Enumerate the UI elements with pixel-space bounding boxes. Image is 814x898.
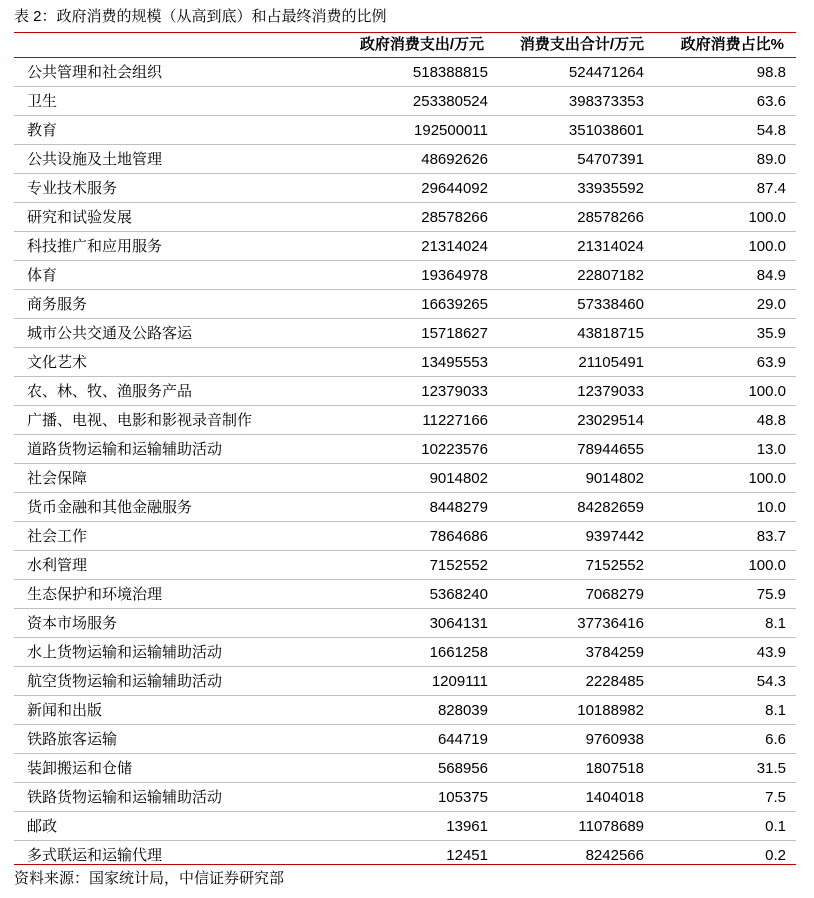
total-consumption-value: 3784259 bbox=[585, 644, 644, 661]
table-row bbox=[14, 754, 796, 783]
gov-consumption-value: 28578266 bbox=[421, 209, 488, 226]
gov-share-value: 98.8 bbox=[756, 64, 786, 81]
gov-consumption-value: 828039 bbox=[437, 702, 488, 719]
table-row bbox=[14, 609, 796, 638]
total-consumption-value: 78944655 bbox=[577, 441, 644, 458]
gov-consumption-value: 19364978 bbox=[421, 267, 488, 284]
total-consumption-value: 22807182 bbox=[577, 267, 644, 284]
table-row bbox=[14, 145, 796, 174]
table-row bbox=[14, 174, 796, 203]
table-row bbox=[14, 319, 796, 348]
gov-share-value: 43.9 bbox=[756, 644, 786, 661]
table-row bbox=[14, 638, 796, 667]
gov-consumption-value: 192500011 bbox=[414, 122, 488, 139]
table-row bbox=[14, 406, 796, 435]
row-name: 研究和试验发展 bbox=[27, 209, 133, 226]
gov-consumption-value: 12379033 bbox=[421, 383, 488, 400]
total-consumption-value: 7068279 bbox=[585, 586, 644, 603]
gov-consumption-value: 29644092 bbox=[421, 180, 488, 197]
table-row bbox=[14, 116, 796, 145]
total-consumption-value: 7152552 bbox=[585, 557, 644, 574]
gov-share-value: 100.0 bbox=[748, 383, 786, 400]
row-name: 公共设施及土地管理 bbox=[27, 151, 163, 168]
table-row bbox=[14, 203, 796, 232]
row-name: 铁路货物运输和运输辅助活动 bbox=[27, 789, 223, 806]
gov-consumption-value: 16639265 bbox=[421, 296, 488, 313]
total-consumption-value: 12379033 bbox=[577, 383, 644, 400]
row-name: 航空货物运输和运输辅助活动 bbox=[27, 673, 223, 690]
gov-share-value: 63.9 bbox=[756, 354, 786, 371]
gov-share-value: 6.6 bbox=[765, 731, 786, 748]
gov-share-value: 0.2 bbox=[765, 847, 786, 864]
gov-share-value: 89.0 bbox=[756, 151, 786, 168]
gov-consumption-value: 48692626 bbox=[421, 151, 488, 168]
table-row bbox=[14, 87, 796, 116]
gov-share-value: 31.5 bbox=[756, 760, 786, 777]
row-name: 科技推广和应用服务 bbox=[27, 238, 163, 255]
gov-consumption-value: 9014802 bbox=[429, 470, 488, 487]
total-consumption-value: 33935592 bbox=[577, 180, 644, 197]
total-consumption-value: 84282659 bbox=[577, 499, 644, 516]
gov-consumption-value: 518388815 bbox=[412, 64, 488, 81]
table-row bbox=[14, 290, 796, 319]
total-consumption-value: 8242566 bbox=[585, 847, 644, 864]
gov-consumption-value: 5368240 bbox=[429, 586, 488, 603]
gov-share-value: 35.9 bbox=[756, 325, 786, 342]
source-note: 资料来源：国家统计局，中信证券研究部 bbox=[14, 870, 285, 887]
total-consumption-value: 524471264 bbox=[568, 64, 644, 81]
gov-share-value: 8.1 bbox=[765, 615, 786, 632]
bottom-rule bbox=[14, 864, 796, 865]
total-consumption-value: 21105491 bbox=[578, 354, 644, 371]
total-consumption-value: 398373353 bbox=[568, 93, 644, 110]
row-name: 新闻和出版 bbox=[27, 702, 103, 719]
gov-share-value: 84.9 bbox=[756, 267, 786, 284]
gov-share-value: 48.8 bbox=[756, 412, 786, 429]
table-title: 表 2：政府消费的规模（从高到底）和占最终消费的比例 bbox=[14, 8, 387, 25]
total-consumption-value: 1404018 bbox=[585, 789, 644, 806]
row-name: 公共管理和社会组织 bbox=[27, 64, 163, 81]
gov-consumption-value: 7864686 bbox=[429, 528, 488, 545]
total-consumption-value: 351038601 bbox=[568, 122, 644, 139]
total-consumption-value: 1807518 bbox=[585, 760, 644, 777]
table-row bbox=[14, 464, 796, 493]
row-name: 生态保护和环境治理 bbox=[27, 586, 163, 603]
total-consumption-value: 21314024 bbox=[577, 238, 644, 255]
gov-share-value: 87.4 bbox=[756, 180, 786, 197]
table-row bbox=[14, 812, 796, 841]
gov-consumption-value: 15718627 bbox=[421, 325, 488, 342]
table-body bbox=[14, 58, 796, 869]
total-consumption-value: 2228485 bbox=[585, 673, 644, 690]
table-row bbox=[14, 58, 796, 87]
row-name: 铁路旅客运输 bbox=[27, 731, 118, 748]
gov-consumption-value: 7152552 bbox=[429, 557, 488, 574]
gov-consumption-value: 1209111 bbox=[431, 673, 488, 690]
gov-consumption-value: 10223576 bbox=[421, 441, 488, 458]
total-consumption-value: 23029514 bbox=[577, 412, 644, 429]
gov-share-value: 100.0 bbox=[748, 557, 786, 574]
gov-consumption-value: 8448279 bbox=[429, 499, 488, 516]
row-name: 教育 bbox=[27, 122, 58, 139]
table-header bbox=[14, 33, 796, 57]
row-name: 水利管理 bbox=[27, 557, 88, 574]
row-name: 装卸搬运和仓储 bbox=[27, 760, 133, 777]
gov-consumption-value: 21314024 bbox=[421, 238, 488, 255]
total-consumption-value: 9014802 bbox=[585, 470, 644, 487]
total-consumption-value: 11078689 bbox=[578, 818, 644, 835]
header-gov-consumption: 政府消费支出/万元 bbox=[359, 36, 484, 53]
table-row bbox=[14, 348, 796, 377]
row-name: 广播、电视、电影和影视录音制作 bbox=[27, 412, 253, 429]
table-row bbox=[14, 580, 796, 609]
table-row bbox=[14, 493, 796, 522]
header-gov-share: 政府消费占比% bbox=[680, 36, 784, 53]
row-name: 社会保障 bbox=[27, 470, 88, 487]
gov-consumption-value: 13495553 bbox=[421, 354, 488, 371]
row-name: 多式联运和运输代理 bbox=[27, 847, 163, 864]
total-consumption-value: 43818715 bbox=[577, 325, 644, 342]
gov-consumption-value: 3064131 bbox=[429, 615, 488, 632]
gov-consumption-value: 253380524 bbox=[412, 93, 488, 110]
total-consumption-value: 54707391 bbox=[577, 151, 644, 168]
row-name: 体育 bbox=[27, 267, 58, 284]
total-consumption-value: 28578266 bbox=[577, 209, 644, 226]
table-row bbox=[14, 551, 796, 580]
table-row bbox=[14, 522, 796, 551]
gov-share-value: 8.1 bbox=[765, 702, 786, 719]
gov-share-value: 7.5 bbox=[765, 789, 786, 806]
table-row bbox=[14, 725, 796, 754]
gov-share-value: 83.7 bbox=[756, 528, 786, 545]
row-name: 城市公共交通及公路客运 bbox=[27, 325, 193, 342]
table-row bbox=[14, 232, 796, 261]
table-row bbox=[14, 783, 796, 812]
row-name: 卫生 bbox=[27, 93, 58, 110]
row-name: 文化艺术 bbox=[27, 354, 88, 371]
table-row bbox=[14, 435, 796, 464]
gov-share-value: 63.6 bbox=[756, 93, 786, 110]
gov-share-value: 10.0 bbox=[756, 499, 786, 516]
total-consumption-value: 10188982 bbox=[577, 702, 644, 719]
gov-share-value: 100.0 bbox=[748, 209, 786, 226]
gov-share-value: 13.0 bbox=[756, 441, 786, 458]
row-name: 资本市场服务 bbox=[27, 615, 118, 632]
total-consumption-value: 37736416 bbox=[577, 615, 644, 632]
table-row bbox=[14, 377, 796, 406]
table-row bbox=[14, 667, 796, 696]
gov-share-value: 75.9 bbox=[756, 586, 786, 603]
row-name: 水上货物运输和运输辅助活动 bbox=[27, 644, 223, 661]
gov-consumption-value: 644719 bbox=[437, 731, 488, 748]
gov-share-value: 54.8 bbox=[756, 122, 786, 139]
row-name: 道路货物运输和运输辅助活动 bbox=[27, 441, 223, 458]
gov-share-value: 100.0 bbox=[748, 470, 786, 487]
gov-consumption-value: 1661258 bbox=[429, 644, 488, 661]
table-row bbox=[14, 261, 796, 290]
row-name: 农、林、牧、渔服务产品 bbox=[27, 383, 193, 400]
row-name: 邮政 bbox=[27, 818, 58, 835]
gov-share-value: 100.0 bbox=[748, 238, 786, 255]
header-total-consumption: 消费支出合计/万元 bbox=[519, 36, 644, 53]
gov-share-value: 29.0 bbox=[756, 296, 786, 313]
gov-share-value: 54.3 bbox=[756, 673, 786, 690]
total-consumption-value: 9397442 bbox=[585, 528, 644, 545]
gov-consumption-value: 105375 bbox=[437, 789, 488, 806]
row-name: 商务服务 bbox=[27, 296, 88, 313]
gov-consumption-value: 11227166 bbox=[422, 412, 488, 429]
table-row bbox=[14, 696, 796, 725]
total-consumption-value: 9760938 bbox=[585, 731, 644, 748]
gov-consumption-value: 568956 bbox=[437, 760, 488, 777]
gov-consumption-value: 12451 bbox=[446, 847, 488, 864]
row-name: 专业技术服务 bbox=[27, 180, 118, 197]
gov-consumption-value: 13961 bbox=[446, 818, 488, 835]
row-name: 货币金融和其他金融服务 bbox=[27, 499, 193, 516]
row-name: 社会工作 bbox=[27, 528, 88, 545]
total-consumption-value: 57338460 bbox=[577, 296, 644, 313]
gov-share-value: 0.1 bbox=[765, 818, 786, 835]
